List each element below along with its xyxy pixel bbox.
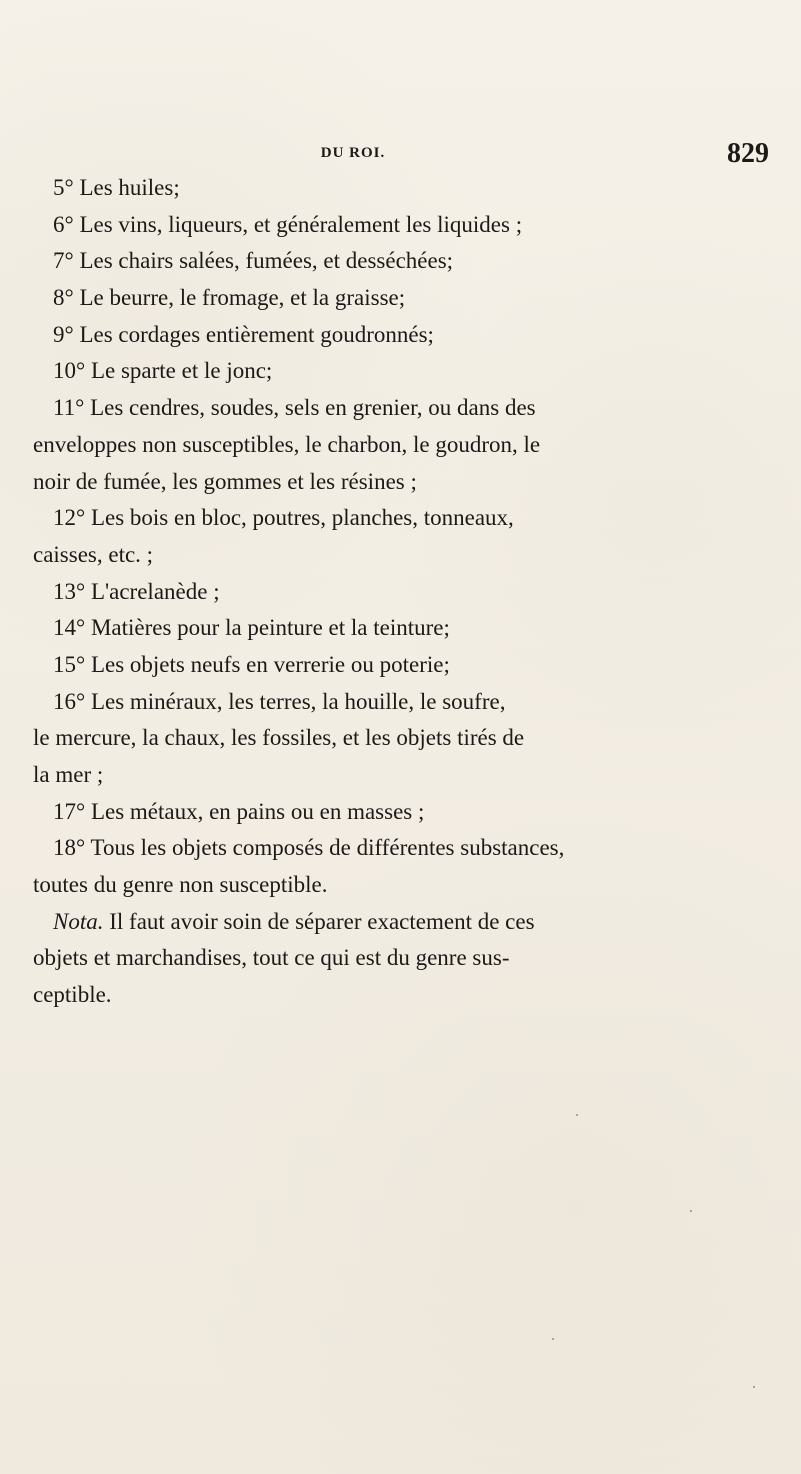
text-line-1: 5° Les huiles; <box>53 175 180 200</box>
text-line-18: 17° Les métaux, en pains ou en masses ; <box>53 798 425 824</box>
text-line-20: toutes du genre non susceptible. <box>33 872 328 898</box>
text-line-12: 13° L'acrelanède ; <box>53 578 220 604</box>
ink-speck-3 <box>552 1338 554 1340</box>
note-line-1 <box>33 904 771 941</box>
text-line-8: enveloppes non susceptibles, le charbon, le goudron, le <box>33 431 541 457</box>
text-line-13: 14° Matières pour la peinture et la teinture; <box>53 615 450 641</box>
running-title: DU ROI. <box>320 145 386 161</box>
text-line-5: 9° Les cordages entièrement goudronnés; <box>53 321 434 347</box>
text-line-17: la mer ; <box>33 762 104 787</box>
text-line-19: 18° Tous les objets composés de différentes substances, <box>53 835 565 861</box>
page-number: 829 <box>727 138 769 169</box>
text-line-7: 11° Les cendres, soudes, sels en grenier, ou dans des <box>53 395 536 421</box>
text-line-3: 7° Les chairs salées, fumées, et desséchées; <box>53 248 454 274</box>
text-line-4: 8° Le beurre, le fromage, et la graisse; <box>53 285 406 311</box>
text-line-11: caisses, etc. ; <box>33 541 154 567</box>
note-line-3: ceptible. <box>33 982 112 1008</box>
ink-speck-2 <box>690 1210 692 1212</box>
text-line-15: 16° Les minéraux, les terres, la houille, le soufre, <box>53 688 506 714</box>
ink-speck-4 <box>753 1386 755 1388</box>
note-line-2: objets et marchandises, tout ce qui est du genre sus- <box>33 945 510 971</box>
note-label: Nota. <box>53 908 104 934</box>
ink-speck-1 <box>576 1114 578 1116</box>
note-text-1: Il faut avoir soin de séparer exactement de ces <box>103 908 535 934</box>
text-line-9: noir de fumée, les gommes et les résines ; <box>33 468 417 494</box>
text-line-2: 6° Les vins, liqueurs, et généralement les liquides ; <box>53 211 523 237</box>
page-text <box>33 170 771 1014</box>
text-line-10: 12° Les bois en bloc, poutres, planches, tonneaux, <box>53 505 514 531</box>
text-line-6: 10° Le sparte et le jonc; <box>53 358 273 384</box>
text-line-16: le mercure, la chaux, les fossiles, et les objets tirés de <box>33 725 525 751</box>
text-line-14: 15° Les objets neufs en verrerie ou poterie; <box>53 651 450 677</box>
